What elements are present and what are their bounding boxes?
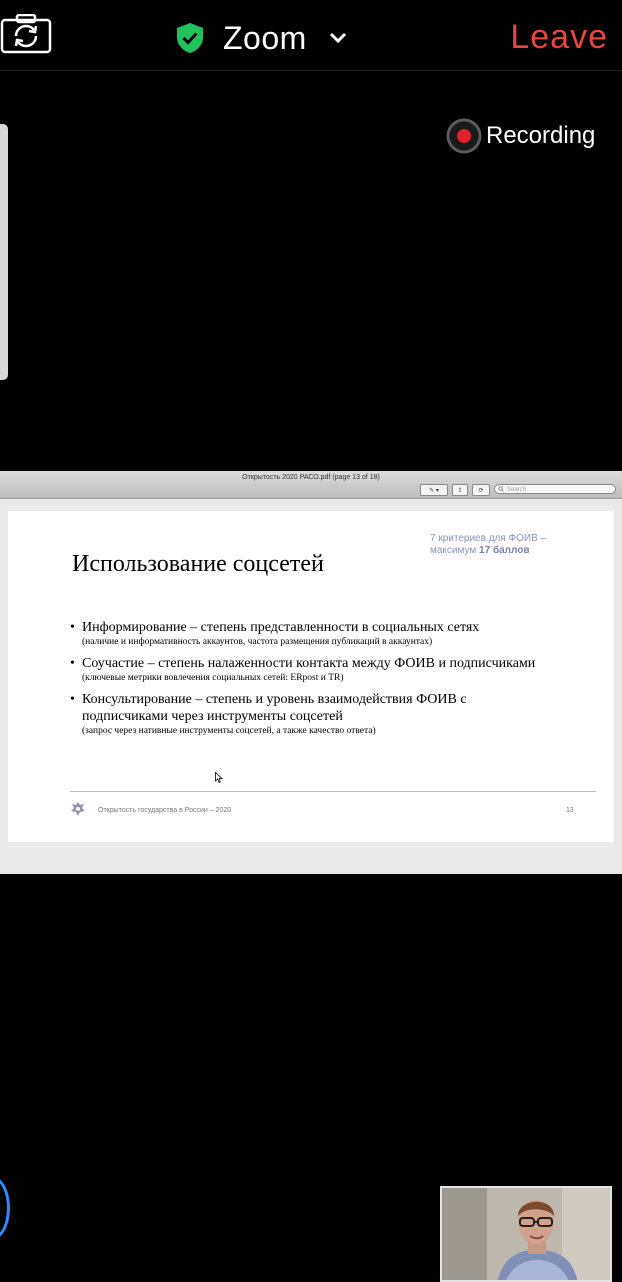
pdf-page-area — [0, 499, 622, 874]
bullet-list — [70, 619, 605, 744]
presentation-slide — [8, 505, 614, 848]
bullet-text: подписчиками через инструменты соцсетей — [82, 709, 343, 724]
rotate-icon[interactable]: ⟳ — [472, 484, 490, 496]
slide-title: Использование соцсетей — [72, 551, 324, 577]
camera-switch-icon[interactable] — [0, 14, 52, 54]
mouse-pointer-icon — [215, 772, 223, 783]
criteria-line1: 7 критериев для ФОИВ – — [430, 533, 547, 544]
search-placeholder: Search — [507, 487, 527, 493]
self-video-thumbnail[interactable] — [440, 1186, 612, 1282]
share-icon[interactable]: ⇪ — [452, 484, 468, 496]
participant-video-image — [442, 1188, 612, 1282]
side-panel-handle[interactable] — [0, 124, 8, 380]
bullet-text: Консультирование – степень и уровень взаимодействия ФОИВ с — [82, 692, 467, 707]
meeting-title-dropdown[interactable] — [175, 16, 347, 60]
bullet-text: Соучастие – степень налаженности контакта между ФОИВ и подписчиками — [82, 656, 536, 671]
bullet-item: • Информирование – степень представленности в социальных сетях (наличие и информативность аккаунтов, частота размещения публикаций в аккаунтах) — [70, 620, 480, 647]
floating-button-edge[interactable] — [0, 1176, 10, 1240]
shield-check-icon — [175, 22, 205, 54]
slide-page-number: 13 — [566, 807, 574, 814]
preview-search-field[interactable] — [494, 484, 616, 494]
criteria-prefix: максимум — [430, 545, 480, 556]
slide-bottom-strip — [8, 842, 614, 848]
meeting-title: Zoom — [223, 19, 307, 56]
preview-window-title: Открытость 2020 РАСО.pdf (page 13 of 18) — [242, 474, 380, 481]
criteria-note — [430, 533, 546, 557]
bullet-subtext: (ключевые метрики вовлечения социальных сетей: ERpost и TR) — [82, 673, 344, 683]
bullet-item: • Консультирование – степень и уровень взаимодействия ФОИВ с подписчиками через инструменты соцсетей (запрос через нативные инструменты соцсетей, а также качество ответа) — [70, 692, 467, 736]
recording-dot-icon — [446, 118, 482, 154]
criteria-points: 17 баллов — [479, 545, 530, 556]
recording-label: Recording — [486, 122, 596, 149]
shared-screen — [0, 471, 622, 874]
bullet-text: Информирование – степень представленности в социальных сетях — [82, 620, 480, 635]
bullet-subtext: (наличие и информативность аккаунтов, частота размещения публикаций в аккаунтах) — [82, 637, 433, 647]
meeting-top-bar — [0, 0, 622, 71]
slide-top-strip — [8, 505, 614, 511]
preview-titlebar — [0, 471, 622, 499]
markup-pen-icon[interactable]: ✎ ▾ — [420, 484, 448, 496]
emblem-icon — [70, 801, 86, 817]
slide-divider — [70, 791, 596, 792]
bullet-item: • Соучастие – степень налаженности контакта между ФОИВ и подписчиками (ключевые метрики вовлечения социальных сетей: ERpost и TR) — [70, 656, 536, 683]
bullet-subtext: (запрос через нативные инструменты соцсетей, а также качество ответа) — [82, 726, 376, 736]
slide-footer: Открытость государства в России – 2020 — [98, 807, 232, 814]
search-icon — [498, 486, 504, 492]
recording-indicator[interactable] — [446, 118, 595, 154]
chevron-down-icon — [329, 32, 347, 44]
leave-button[interactable]: Leave — [510, 18, 608, 56]
